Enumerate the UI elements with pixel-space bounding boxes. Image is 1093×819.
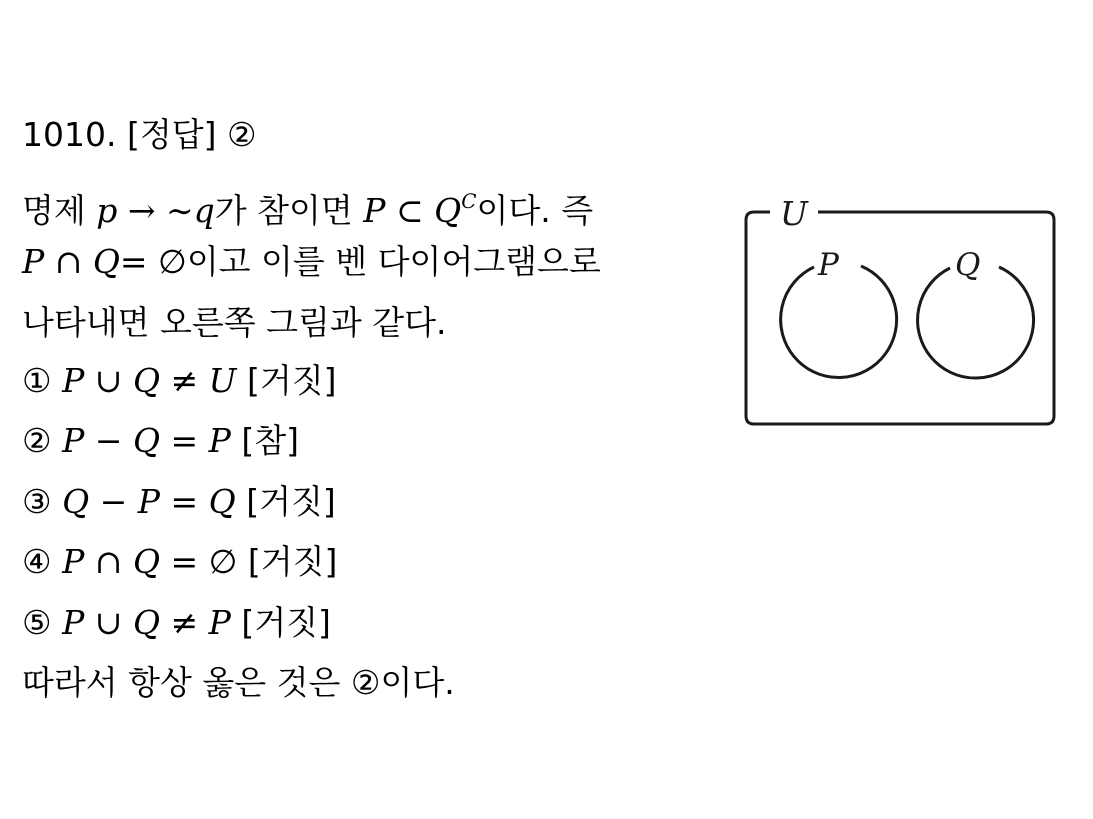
operand: Q <box>132 361 161 400</box>
conclusion-text: 따라서 항상 옳은 것은 ②이다. <box>22 663 455 702</box>
answer-header <box>22 115 257 155</box>
text-segment: 나타내면 오른쪽 그림과 같다. <box>22 303 447 342</box>
set-P: P <box>363 191 386 230</box>
statement-line-3 <box>22 303 447 343</box>
operator: − <box>84 421 133 460</box>
statement-line-2 <box>22 242 601 282</box>
operand: P <box>62 361 85 400</box>
universe-label: U <box>780 194 808 233</box>
operand: P <box>62 542 85 581</box>
verdict: [거짓] <box>236 361 337 400</box>
answer-header-text: 1010. [정답] ② <box>22 115 257 154</box>
operand: Q <box>62 482 90 521</box>
arrow-symbol: → <box>117 191 167 230</box>
option-number: ⑤ <box>22 603 52 642</box>
operator: − <box>89 482 138 521</box>
empty-set-expression: = ∅ <box>119 242 187 281</box>
set-Q-circle <box>918 267 1034 378</box>
operator: ∪ <box>84 603 133 642</box>
intersection-symbol: ∩ <box>44 242 93 281</box>
option-number: ③ <box>22 482 52 521</box>
operator: ∩ <box>84 542 133 581</box>
operand: Q <box>132 603 161 642</box>
relation: ≠ <box>160 361 209 400</box>
option-number: ④ <box>22 542 52 581</box>
operand: P <box>208 421 231 460</box>
option-2 <box>22 421 299 461</box>
relation: = <box>160 421 209 460</box>
relation: = <box>160 482 209 521</box>
relation: ≠ <box>160 603 209 642</box>
operand: P <box>208 603 231 642</box>
set-P: P <box>22 242 45 281</box>
option-1 <box>22 361 336 401</box>
set-Q: Q <box>434 191 462 230</box>
text-segment: 가 참이면 <box>214 191 364 230</box>
set-Q-label: Q <box>955 247 981 283</box>
operand: P <box>62 421 85 460</box>
text-segment: 이다. 즉 <box>476 191 594 230</box>
verdict: [거짓] <box>235 482 336 521</box>
option-4 <box>22 542 337 582</box>
var-q: q <box>193 191 215 230</box>
complement-superscript: C <box>461 189 477 213</box>
operand: P <box>137 482 161 521</box>
conclusion-line <box>22 663 455 703</box>
operand: Q <box>208 482 236 521</box>
option-number: ② <box>22 421 52 460</box>
operand: U <box>208 361 237 400</box>
operand: Q <box>132 421 161 460</box>
operator: ∪ <box>84 361 133 400</box>
operand: Q <box>132 542 161 581</box>
venn-diagram <box>740 188 1060 433</box>
option-5 <box>22 603 331 643</box>
set-Q: Q <box>92 242 120 281</box>
text-segment: 이고 이를 벤 다이어그램으로 <box>186 242 601 281</box>
text-segment: 명제 <box>22 191 97 230</box>
operand: P <box>62 603 85 642</box>
subset-symbol: ⊂ <box>385 191 435 230</box>
universe-box <box>746 212 1054 424</box>
verdict: [거짓] <box>230 603 331 642</box>
verdict: [거짓] <box>237 542 338 581</box>
relation: = <box>160 542 209 581</box>
negation-symbol: ∼ <box>166 191 194 230</box>
empty-set: ∅ <box>208 542 238 581</box>
statement-line-1 <box>22 181 593 231</box>
option-3 <box>22 482 336 522</box>
var-p: p <box>96 191 118 230</box>
set-P-label: P <box>818 247 839 283</box>
verdict: [참] <box>230 421 299 460</box>
option-number: ① <box>22 361 52 400</box>
